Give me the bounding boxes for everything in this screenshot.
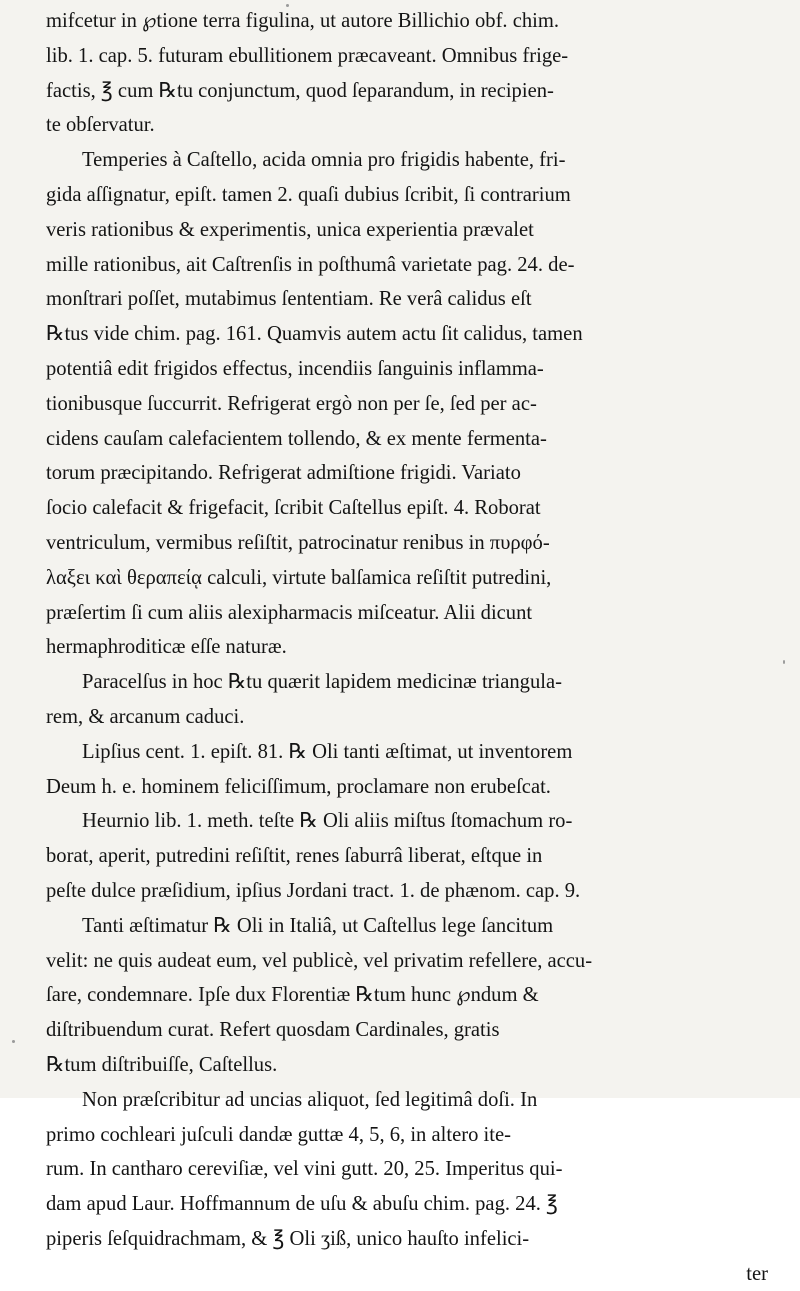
text-line: cidens cauſam calefacientem tollendo, & ex mente fermenta- xyxy=(46,427,547,450)
paper-speck xyxy=(783,660,785,664)
paper-speck xyxy=(12,1040,15,1043)
text-line: ſare, condemnare. Ipſe dux Florentiæ ℞tum hunc ℘ndum & xyxy=(46,984,539,1007)
text-line: mifcetur in ℘tione terra figulina, ut autore Billichio obf. chim. xyxy=(46,10,560,32)
text-line: piperis ſeſquidrachmam, & ℥ Oli ʒiß, unico hauſto infelici- xyxy=(46,1227,530,1250)
text-line: diſtribuendum curat. Refert quosdam Cardinales, gratis xyxy=(46,1019,500,1042)
text-line: hermaphroditicæ eſſe naturæ. xyxy=(46,636,287,659)
text-line: ventriculum, vermibus reſiſtit, patrocinatur renibus in πυρφό- xyxy=(46,531,550,554)
text-line: ℞tus vide chim. pag. 161. Quamvis autem actu ſit calidus, tamen xyxy=(46,323,583,346)
text-line: λαξει καὶ θεραπείᾳ calculi, virtute balſamica reſiſtit putredini, xyxy=(46,566,552,589)
text-line: rum. In cantharo cereviſiæ, vel vini gutt. 20, 25. Imperitus qui- xyxy=(46,1158,563,1181)
text-line: primo cochleari juſculi dandæ guttæ 4, 5, 6, in altero ite- xyxy=(46,1123,511,1146)
text-line: velit: ne quis audeat eum, vel publicè, vel privatim refellere, accu- xyxy=(46,949,593,972)
text-line: Deum h. e. hominem feliciſſimum, proclamare non erubeſcat. xyxy=(46,775,551,798)
text-line: lib. 1. cap. 5. futuram ebullitionem præcaveant. Omnibus frige- xyxy=(46,44,569,67)
text-line: Tanti æſtimatur ℞ Oli in Italiâ, ut Caſtellus lege ſancitum xyxy=(82,914,554,937)
text-line: te obſervatur. xyxy=(46,114,155,137)
page-text xyxy=(46,4,786,1291)
text-line: ℞tum diſtribuiſſe, Caſtellus. xyxy=(46,1053,278,1076)
text-line: borat, aperit, putredini reſiſtit, renes ſaburrâ liberat, eſtque in xyxy=(46,845,543,868)
text-line: dam apud Laur. Hoffmannum de uſu & abuſu chim. pag. 24. ℥ xyxy=(46,1193,558,1216)
text-line: ſocio calefacit & frigefacit, ſcribit Caſtellus epiſt. 4. Roborat xyxy=(46,497,541,520)
text-line: rem, & arcanum caduci. xyxy=(46,705,245,728)
text-line: Lipſius cent. 1. epiſt. 81. ℞ Oli tanti æſtimat, ut inventorem xyxy=(82,740,573,763)
text-line: peſte dulce præſidium, ipſius Jordani tract. 1. de phænom. cap. 9. xyxy=(46,879,581,902)
text-line: Non præſcribitur ad uncias aliquot, ſed legitimâ doſi. In xyxy=(82,1088,538,1111)
text-line: veris rationibus & experimentis, unica experientia prævalet xyxy=(46,218,534,241)
text-line: Paracelſus in hoc ℞tu quærit lapidem medicinæ triangula- xyxy=(82,671,562,694)
text-line: torum præcipitando. Refrigerat admiſtione frigidi. Variato xyxy=(46,462,521,485)
text-line: monſtrari poſſet, mutabimus ſententiam. Re verâ calidus eſt xyxy=(46,288,532,311)
text-line: mille rationibus, ait Caſtrenſis in poſthumâ varietate pag. 24. de- xyxy=(46,253,575,276)
text-line: potentiâ edit frigidos effectus, incendiis ſanguinis inflamma- xyxy=(46,357,544,380)
text-line: gida aſſignatur, epiſt. tamen 2. quaſi dubius ſcribit, ſi contrarium xyxy=(46,183,571,206)
text-line: Temperies à Caſtello, acida omnia pro frigidis habente, fri- xyxy=(82,149,566,172)
catchword: ter xyxy=(746,1262,768,1285)
text-line: Heurnio lib. 1. meth. teſte ℞ Oli aliis miſtus ſtomachum ro- xyxy=(82,810,573,833)
text-line: præſertim ſi cum aliis alexipharmacis miſceatur. Alii dicunt xyxy=(46,601,533,624)
text-line: factis, ℥ cum ℞tu conjunctum, quod ſeparandum, in recipien- xyxy=(46,79,554,102)
text-line: tionibusque ſuccurrit. Refrigerat ergò non per ſe, ſed per ac- xyxy=(46,392,537,415)
paper-speck xyxy=(286,4,289,7)
